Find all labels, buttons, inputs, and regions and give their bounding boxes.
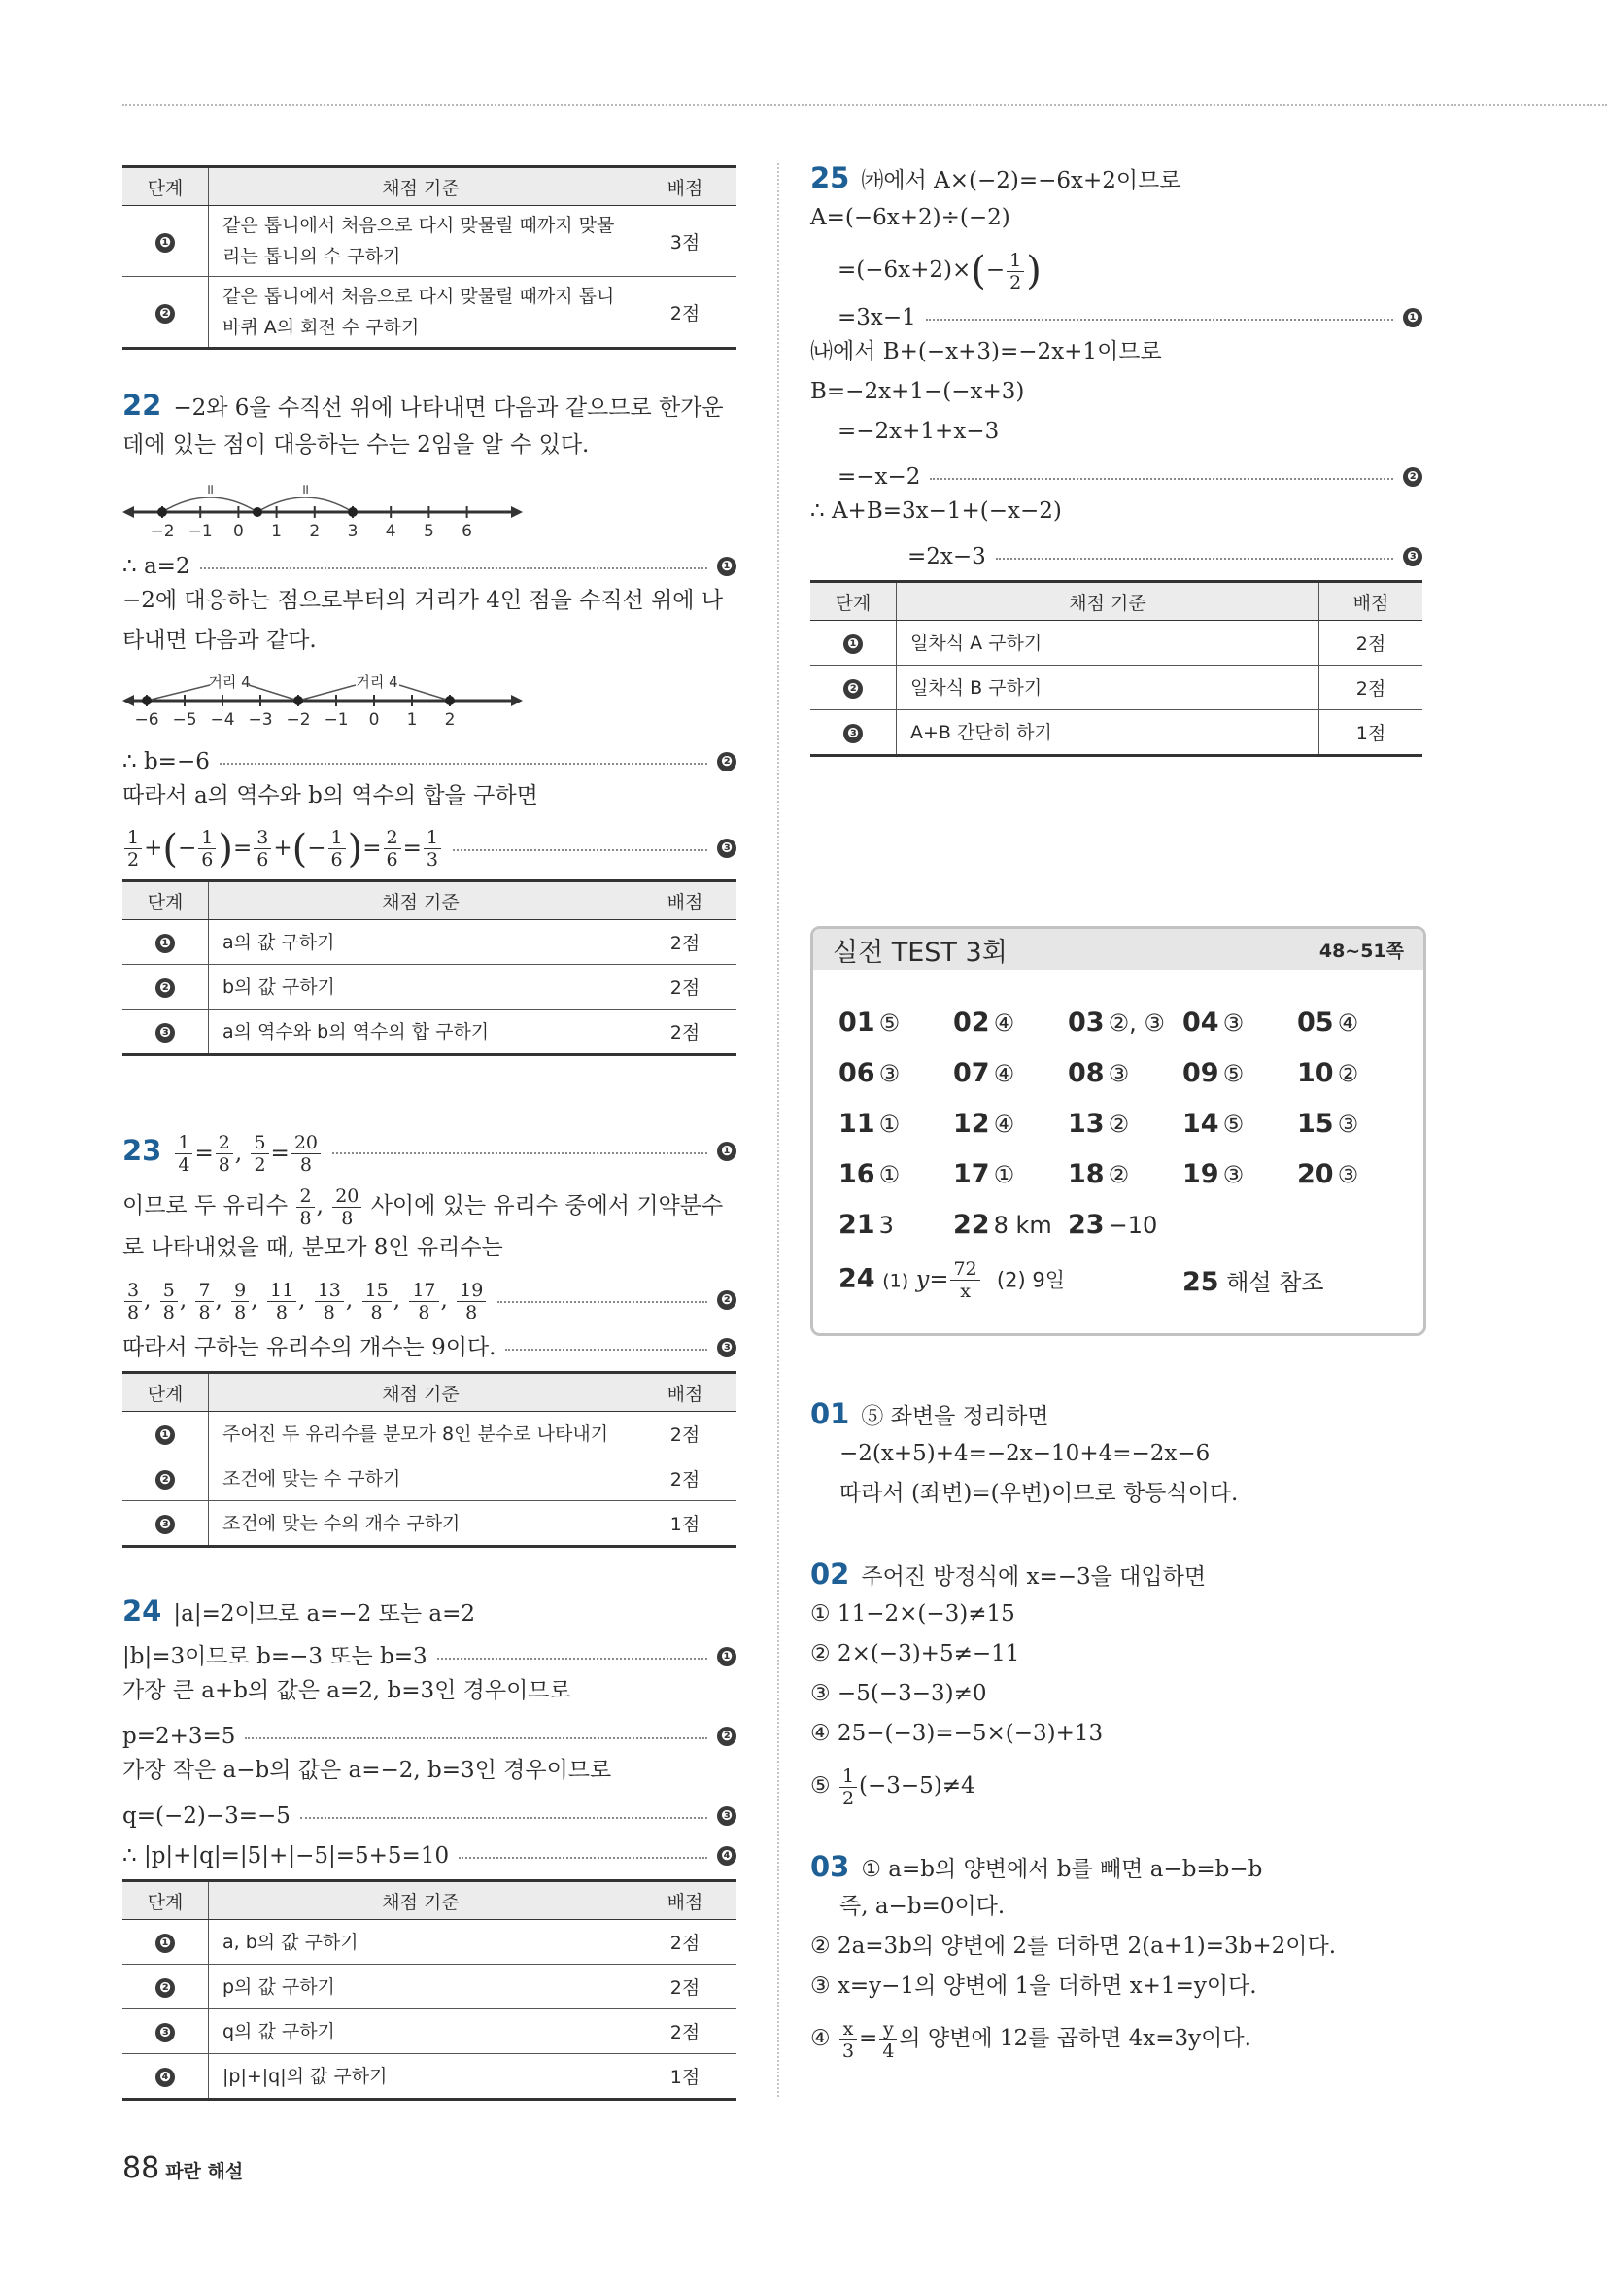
right-column <box>810 163 1422 757</box>
a03-line-5: ④ $\frac{x}{3}$ = $\frac{y}{4}$ 의 양변에 12를 곱하면 4x=3y이다. <box>810 2017 1251 2062</box>
footer-label: 파란 해설 <box>165 2161 244 2182</box>
answer-item: 07 ④ <box>953 1057 1015 1088</box>
criteria-cell: a, b의 값 구하기 <box>209 1920 633 1965</box>
answer-item: 19 ③ <box>1182 1158 1245 1189</box>
q22-line-6 <box>122 741 736 781</box>
answer-key-title: 실전 TEST 3회 <box>833 937 1008 968</box>
step-mark: ❶ <box>155 934 175 953</box>
step-mark: ❹ <box>155 2068 175 2087</box>
number-line-2 <box>122 673 530 734</box>
fraction: $\frac{17}{8}$ <box>409 1280 438 1323</box>
fraction: $\frac{15}{8}$ <box>362 1280 392 1323</box>
rubric-table-24 <box>122 1879 736 2101</box>
table-row <box>122 920 736 965</box>
q24-line-5: 가장 작은 a−b의 값은 a=−2, b=3인 경우이므로 <box>122 1758 612 1783</box>
answer-row <box>838 997 1412 1047</box>
answer-row <box>838 1199 1412 1250</box>
rubric-header-criteria: 채점 기준 <box>209 881 633 920</box>
step-mark: ❷ <box>155 304 175 324</box>
q24-line-6: q=(−2)−3=−5 ❸ <box>122 1796 736 1835</box>
a02-line-6: ⑤ $\frac{1}{2}$ (−3−5)≠4 <box>810 1765 975 1809</box>
tick-label: 0 <box>368 710 380 730</box>
points-cell: 2점 <box>633 965 737 1010</box>
question-number: 22 <box>122 389 162 422</box>
tick-label: −2 <box>286 710 311 730</box>
q25-line-3: =(−6x+2)×(− $\frac{1}{2}$ ) <box>838 249 1042 293</box>
rubric-header-step: 단계 <box>122 167 209 206</box>
rubric-table-25 <box>810 580 1422 757</box>
fraction: $\frac{7}{8}$ <box>195 1280 213 1323</box>
page-number: 88 <box>122 2151 160 2185</box>
fraction: $\frac{3}{8}$ <box>124 1280 142 1323</box>
q24-line-1 <box>122 1596 736 1636</box>
rubric-header-points: 배점 <box>633 167 737 206</box>
answer-item: 10 ② <box>1297 1057 1359 1088</box>
a02-line-1: 02 주어진 방정식에 x=−3을 대입하면 <box>810 1558 1207 1591</box>
tick-label: −6 <box>134 710 159 730</box>
points-cell: 2점 <box>633 1010 737 1055</box>
criteria-cell: 일차식 B 구하기 <box>897 666 1319 710</box>
points-cell: 1점 <box>633 1501 737 1547</box>
distance-label: 거리 4 <box>208 673 251 691</box>
table-row <box>122 1412 736 1456</box>
q24-line-7: ∴ |p|+|q|=|5|+|−5|=5+5=10 ❹ <box>122 1835 736 1875</box>
rubric-table-21 <box>122 165 736 350</box>
criteria-cell: q의 값 구하기 <box>209 2009 633 2054</box>
q25-line-9: ∴ A+B=3x−1+(−x−2) <box>810 498 1062 524</box>
step-mark: ❶ <box>1403 308 1422 327</box>
answer-row <box>838 1047 1412 1098</box>
points-cell: 2점 <box>633 1412 737 1456</box>
step-mark: ❷ <box>155 1978 175 1998</box>
answer-row <box>838 1098 1412 1148</box>
q25-line-10: =2x−3 ❸ <box>810 536 1422 576</box>
q23-line-4 <box>122 1273 736 1327</box>
q24-line-2: |b|=3이므로 b=−3 또는 b=3 ❶ <box>122 1636 736 1676</box>
rubric-header-criteria: 채점 기준 <box>209 1881 633 1920</box>
q25-line-4: =3x−1 ❶ <box>810 297 1422 337</box>
step-mark: ❸ <box>1403 547 1422 566</box>
rubric-table-22 <box>122 879 736 1056</box>
fraction: $\frac{5}{8}$ <box>160 1280 178 1323</box>
equal-mark: ॥ <box>205 482 215 497</box>
step-mark: ❷ <box>717 1727 736 1746</box>
a01-line-3: 따라서 (좌변)=(우변)이므로 항등식이다. <box>839 1481 1239 1506</box>
answer-item: 03 ②, ③ <box>1068 1007 1165 1038</box>
q22-line-5: 타내면 다음과 같다. <box>122 628 317 653</box>
column-divider <box>777 163 779 2097</box>
left-column <box>122 165 736 2101</box>
fraction: $\frac{19}{8}$ <box>457 1280 486 1323</box>
tick-label: 4 <box>385 522 396 538</box>
q22-line-1 <box>122 391 736 430</box>
tick-label: −2 <box>150 522 175 538</box>
step-mark: ❸ <box>155 2023 175 2042</box>
points-cell: 2점 <box>633 1920 737 1965</box>
answer-item: 11 ① <box>838 1108 901 1139</box>
q23-line-3: 로 나타내었을 때, 분모가 8인 유리수는 <box>122 1235 503 1260</box>
step-mark: ❷ <box>717 1290 736 1310</box>
q25-line-7: =−2x+1+x−3 <box>838 419 1000 444</box>
step-mark: ❸ <box>717 839 736 858</box>
answer-24: 24 (1) y= $\frac{72}{x}$ (2) 9일 <box>838 1257 1065 1302</box>
step-mark: ❶ <box>843 634 863 654</box>
answer-item: 16 ① <box>838 1158 901 1189</box>
q25-line-6: B=−2x+1−(−x+3) <box>810 379 1025 404</box>
answers-explanations <box>810 1399 1422 2066</box>
text: ㈎에서 A×(−2)=−6x+2이므로 <box>861 168 1181 193</box>
q24-line-3: 가장 큰 a+b의 값은 a=2, b=3인 경우이므로 <box>122 1678 571 1703</box>
criteria-cell: a의 값 구하기 <box>209 920 633 965</box>
criteria-cell: 일차식 A 구하기 <box>897 621 1319 666</box>
tick-label: 5 <box>423 522 434 538</box>
question-number: 01 <box>810 1397 850 1430</box>
points-cell: 2점 <box>633 2009 737 2054</box>
step-mark: ❷ <box>843 679 863 699</box>
q25-line-5: ㈏에서 B+(−x+3)=−2x+1이므로 <box>810 339 1162 364</box>
table-row <box>810 666 1422 710</box>
a02-line-3: ② 2×(−3)+5≠−11 <box>810 1641 1020 1666</box>
points-cell: 1점 <box>633 2054 737 2100</box>
rubric-header-step: 단계 <box>810 582 897 621</box>
table-row <box>122 2054 736 2100</box>
criteria-cell: 같은 톱니에서 처음으로 다시 맞물릴 때까지 톱니바퀴 A의 회전 수 구하기 <box>209 277 633 349</box>
q22-line-7: 따라서 a의 역수와 b의 역수의 합을 구하면 <box>122 783 538 808</box>
q25-line-1 <box>810 163 1422 203</box>
answer-key-box <box>810 926 1426 1336</box>
table-row <box>122 1965 736 2009</box>
page-footer <box>122 2151 243 2185</box>
step-mark: ❶ <box>717 1647 736 1666</box>
fraction: $\frac{9}{8}$ <box>231 1280 249 1323</box>
answer-item: 23 −10 <box>1068 1209 1158 1240</box>
rubric-header-step: 단계 <box>122 1881 209 1920</box>
answer-25: 25 해설 참조 <box>1182 1266 1324 1297</box>
step-mark: ❷ <box>155 1470 175 1490</box>
table-row <box>122 1456 736 1501</box>
tick-label: 1 <box>271 522 283 538</box>
fraction: $\frac{13}{8}$ <box>315 1280 344 1323</box>
q22-line-4: −2에 대응하는 점으로부터의 거리가 4인 점을 수직선 위에 나 <box>122 588 724 613</box>
tick-label: 6 <box>462 522 473 538</box>
rubric-header-points: 배점 <box>633 1373 737 1412</box>
table-row <box>122 206 736 277</box>
step-mark: ❷ <box>155 978 175 998</box>
points-cell: 2점 <box>633 1965 737 2009</box>
text: ∴ a=2 <box>122 553 190 579</box>
answer-item: 02 ④ <box>953 1007 1015 1038</box>
text: |a|=2이므로 a=−2 또는 a=2 <box>173 1601 476 1627</box>
a03-line-3: ② 2a=3b의 양변에 2를 더하면 2(a+1)=3b+2이다. <box>810 1934 1337 1959</box>
table-row <box>122 1010 736 1055</box>
q23-line-1: 23 $\frac{1}{4}$ = $\frac{2}{8}$ , $\frac{5}{2}$ = $\frac{20}{8}$ ❶ <box>122 1124 736 1179</box>
rubric-header-criteria: 채점 기준 <box>897 582 1319 621</box>
criteria-cell: |p|+|q|의 값 구하기 <box>209 2054 633 2100</box>
number-line-1 <box>122 478 530 538</box>
points-cell: 2점 <box>1319 621 1423 666</box>
answer-key-pages: 48~51쪽 <box>1318 940 1404 962</box>
tick-label: 2 <box>309 522 321 538</box>
table-row <box>122 1501 736 1547</box>
criteria-cell: b의 값 구하기 <box>209 965 633 1010</box>
q22-line-8 <box>122 821 736 875</box>
reciprocal-sum-expression: $\frac{1}{2}$ +(− $\frac{1}{6}$ )= $\frac{3}{6}$ +(− $\frac{1}{6}$ )= $\frac{2}{6}$ = $\frac{1}{3}$ <box>122 821 443 876</box>
points-cell: 3점 <box>633 206 737 277</box>
answer-item: 14 ⑤ <box>1182 1108 1245 1139</box>
a01-line-1: 01 ⑤ 좌변을 정리하면 <box>810 1397 1049 1430</box>
tick-label: −5 <box>172 710 197 730</box>
answer-grid <box>838 997 1412 1250</box>
rubric-header-criteria: 채점 기준 <box>209 167 633 206</box>
question-number: 25 <box>810 161 850 194</box>
step-mark: ❶ <box>155 1425 175 1445</box>
q22-line-2: 데에 있는 점이 대응하는 수는 2임을 알 수 있다. <box>122 432 590 458</box>
answer-item: 21 3 <box>838 1209 894 1240</box>
answer-item: 06 ③ <box>838 1057 901 1088</box>
text: ∴ b=−6 <box>122 748 210 774</box>
step-mark: ❷ <box>717 752 736 771</box>
criteria-cell: 주어진 두 유리수를 분모가 8인 분수로 나타내기 <box>209 1412 633 1456</box>
q23-line-5 <box>122 1327 736 1367</box>
a03-line-1: 03 ① a=b의 양변에서 b를 빼면 a−b=b−b <box>810 1850 1263 1883</box>
step-mark: ❹ <box>717 1846 736 1866</box>
answer-row <box>838 1148 1412 1199</box>
tick-label: 3 <box>347 522 359 538</box>
step-mark: ❶ <box>155 233 175 253</box>
a03-line-2: 즉, a−b=0이다. <box>839 1894 1006 1919</box>
step-mark: ❶ <box>155 1934 175 1953</box>
answer-item: 09 ⑤ <box>1182 1057 1245 1088</box>
tick-label: 1 <box>406 710 418 730</box>
answer-item: 05 ④ <box>1297 1007 1359 1038</box>
answer-item: 22 8 km <box>953 1209 1052 1240</box>
a02-line-2: ① 11−2×(−3)≠15 <box>810 1601 1015 1627</box>
q25-line-8: =−x−2 ❷ <box>810 457 1422 497</box>
answer-item: 17 ① <box>953 1158 1015 1189</box>
answer-key-header <box>813 929 1423 970</box>
fraction: $\frac{11}{8}$ <box>267 1280 296 1323</box>
tick-label: 0 <box>232 522 244 538</box>
table-row <box>122 277 736 349</box>
rubric-header-points: 배점 <box>1319 582 1423 621</box>
tick-label: −1 <box>188 522 213 538</box>
points-cell: 1점 <box>1319 710 1423 756</box>
a03-line-4: ③ x=y−1의 양변에 1을 더하면 x+1=y이다. <box>810 1973 1257 1999</box>
points-cell: 2점 <box>1319 666 1423 710</box>
q24-line-4: p=2+3=5 ❷ <box>122 1716 736 1756</box>
step-mark: ❸ <box>155 1515 175 1534</box>
q22-line-3 <box>122 546 736 586</box>
tick-label: −4 <box>210 710 235 730</box>
rubric-table-23 <box>122 1371 736 1548</box>
answer-item: 01 ⑤ <box>838 1007 901 1038</box>
answer-item: 08 ③ <box>1068 1057 1130 1088</box>
step-mark: ❸ <box>717 1338 736 1357</box>
step-mark: ❸ <box>717 1806 736 1826</box>
a01-line-2: −2(x+5)+4=−2x−10+4=−2x−6 <box>839 1441 1211 1466</box>
points-cell: 2점 <box>633 920 737 965</box>
fraction-list: $\frac{3}{8}$ , $\frac{5}{8}$ , $\frac{7}{8}$ , $\frac{9}{8}$ , $\frac{11}{8}$ , $\frac{13}{8}$ , $\frac{15}{8}$ , $\frac{17}{8}$ , $\frac{19}{8}$ <box>122 1273 488 1327</box>
q23-line-2: 이므로 두 유리수 $\frac{2}{8}$ , $\frac{20}{8}$ 사이에 있는 유리수 중에서 기약분수 <box>122 1184 724 1229</box>
question-number: 03 <box>810 1850 850 1883</box>
criteria-cell: 조건에 맞는 수의 개수 구하기 <box>209 1501 633 1547</box>
rubric-header-criteria: 채점 기준 <box>209 1373 633 1412</box>
rubric-header-step: 단계 <box>122 881 209 920</box>
table-row <box>122 2009 736 2054</box>
table-row <box>122 965 736 1010</box>
answer-item: 04 ③ <box>1182 1007 1245 1038</box>
table-row <box>810 710 1422 756</box>
top-dotted-rule <box>122 104 1607 106</box>
text: 따라서 구하는 유리수의 개수는 9이다. <box>122 1334 496 1360</box>
points-cell: 2점 <box>633 277 737 349</box>
text: −2와 6을 수직선 위에 나타내면 다음과 같으므로 한가운 <box>173 395 724 421</box>
distance-label: 거리 4 <box>356 673 398 691</box>
equal-mark: ॥ <box>300 482 310 497</box>
table-row <box>122 1920 736 1965</box>
answer-item: 13 ② <box>1068 1108 1130 1139</box>
a02-line-4: ③ −5(−3−3)≠0 <box>810 1681 987 1706</box>
question-number: 02 <box>810 1558 850 1591</box>
step-mark: ❶ <box>717 557 736 576</box>
criteria-cell: A+B 간단히 하기 <box>897 710 1319 756</box>
criteria-cell: 같은 톱니에서 처음으로 다시 맞물릴 때까지 맞물리는 톱니의 수 구하기 <box>209 206 633 277</box>
step-mark: ❸ <box>155 1023 175 1043</box>
tick-label: 2 <box>444 710 456 730</box>
answer-item: 15 ③ <box>1297 1108 1359 1139</box>
tick-label: −3 <box>248 710 273 730</box>
tick-label: −1 <box>324 710 349 730</box>
criteria-cell: a의 역수와 b의 역수의 합 구하기 <box>209 1010 633 1055</box>
answer-item: 20 ③ <box>1297 1158 1359 1189</box>
rubric-header-points: 배점 <box>633 881 737 920</box>
a02-line-5: ④ 25−(−3)=−5×(−3)+13 <box>810 1721 1104 1746</box>
answer-item: 18 ② <box>1068 1158 1130 1189</box>
answer-row-last <box>838 1250 1412 1310</box>
points-cell: 2점 <box>633 1456 737 1501</box>
step-mark: ❶ <box>717 1142 736 1161</box>
criteria-cell: 조건에 맞는 수 구하기 <box>209 1456 633 1501</box>
answer-item: 12 ④ <box>953 1108 1015 1139</box>
question-number: 24 <box>122 1594 162 1628</box>
question-number: 23 <box>122 1133 162 1167</box>
step-mark: ❸ <box>843 724 863 743</box>
criteria-cell: p의 값 구하기 <box>209 1965 633 2009</box>
rubric-header-points: 배점 <box>633 1881 737 1920</box>
table-row <box>810 621 1422 666</box>
step-mark: ❷ <box>1403 467 1422 487</box>
rubric-header-step: 단계 <box>122 1373 209 1412</box>
q25-line-2: A=(−6x+2)÷(−2) <box>810 205 1010 230</box>
